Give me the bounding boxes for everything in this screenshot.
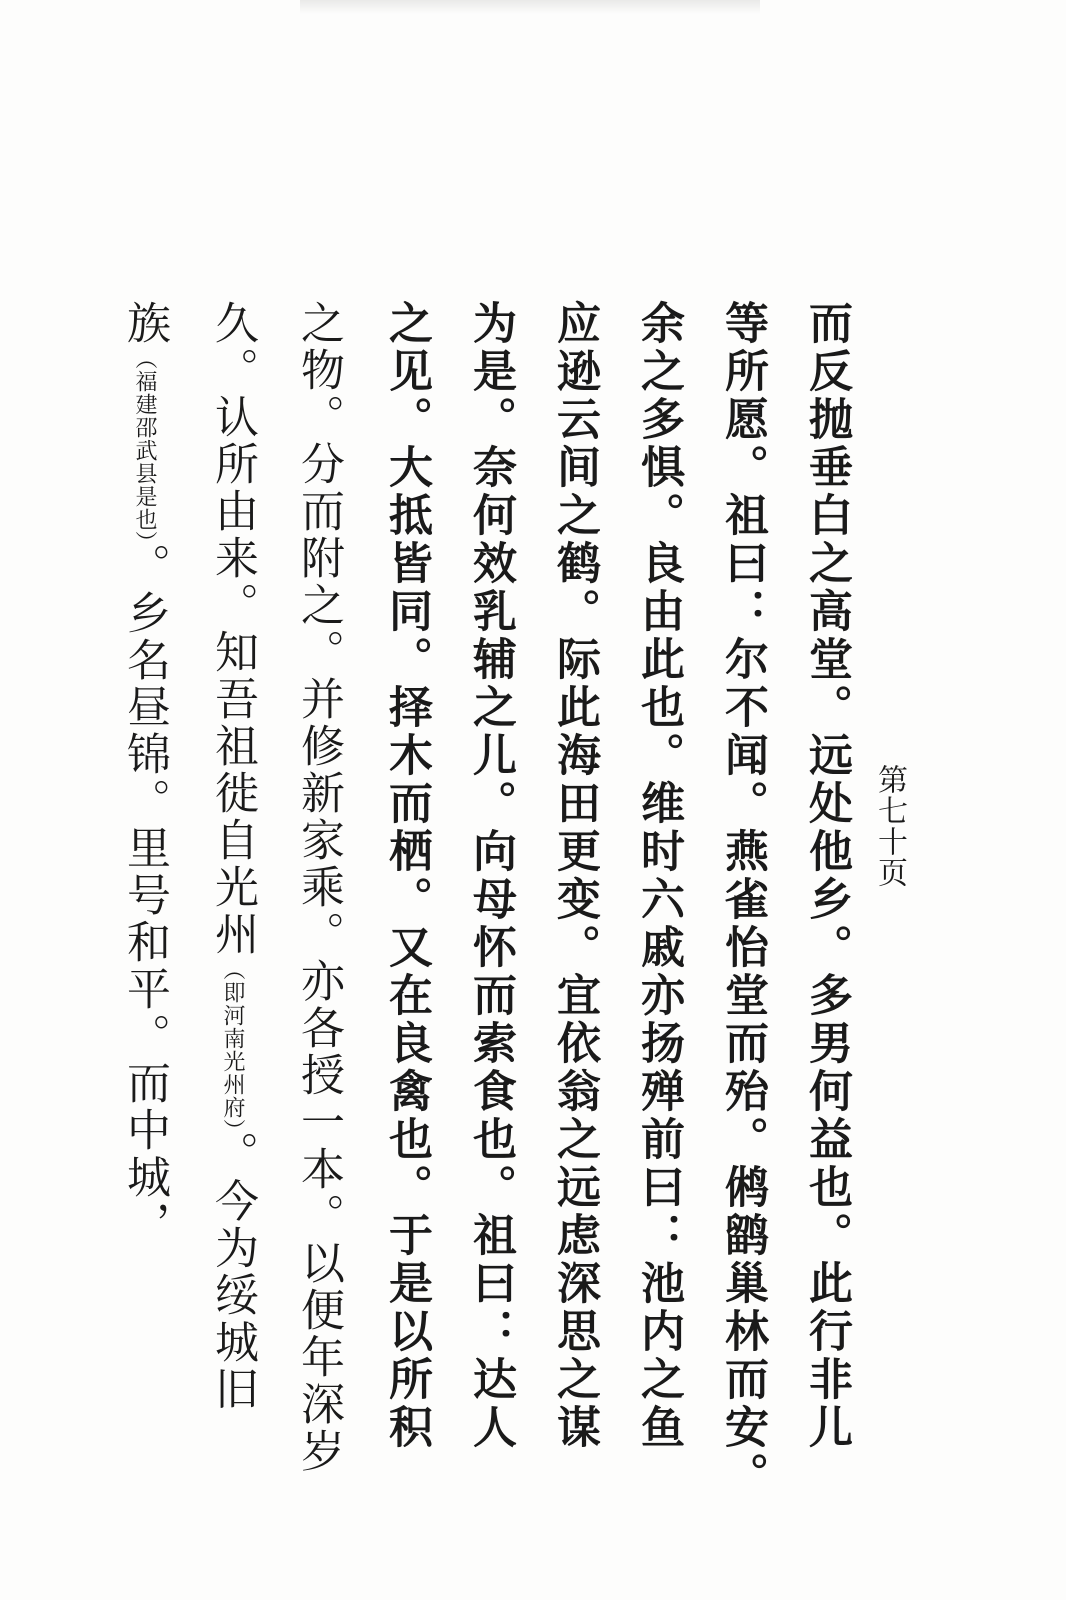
- text-column-8: [207, 300, 258, 1413]
- text-column-7: 之物。分而附之。并修新家乘。亦各授一本。以便年深岁: [293, 300, 344, 1475]
- scan-shadow: [300, 0, 760, 14]
- text-column-5: 为是。奈何效乳辅之儿。向母怀而索食也。祖曰：达人: [465, 300, 516, 1452]
- column-9-text-a: 族: [119, 300, 170, 347]
- text-column-6: 之见。大抵皆同。择木而栖。又在良禽也。于是以所积: [381, 300, 432, 1452]
- column-9-annotation: （福建邵武县是也）: [132, 347, 157, 543]
- text-column-9: [119, 300, 170, 1248]
- text-column-3: 余之多惧。良由此也。维时六戚亦扬殚前曰：池内之鱼: [633, 300, 684, 1452]
- column-9-text-b: 。乡名昼锦。里号和平。而中城，: [119, 543, 170, 1248]
- text-column-2: 等所愿。祖曰：尔不闻。燕雀怡堂而殆。鸺鹠巢林而安。: [717, 300, 768, 1500]
- text-column-4: 应逊云间之鹤。际此海田更变。宜依翁之远虑深思之谋: [549, 300, 600, 1452]
- page-number: 第七十页: [872, 764, 907, 888]
- text-column-1: 而反抛垂白之高堂。远处他乡。多男何益也。此行非儿: [801, 300, 852, 1452]
- column-8-text-a: 久。认所由来。知吾祖徙自光州: [207, 300, 258, 958]
- column-8-text-b: 。今为绥城旧: [207, 1131, 258, 1413]
- column-8-annotation: （即河南光州府）: [220, 958, 245, 1131]
